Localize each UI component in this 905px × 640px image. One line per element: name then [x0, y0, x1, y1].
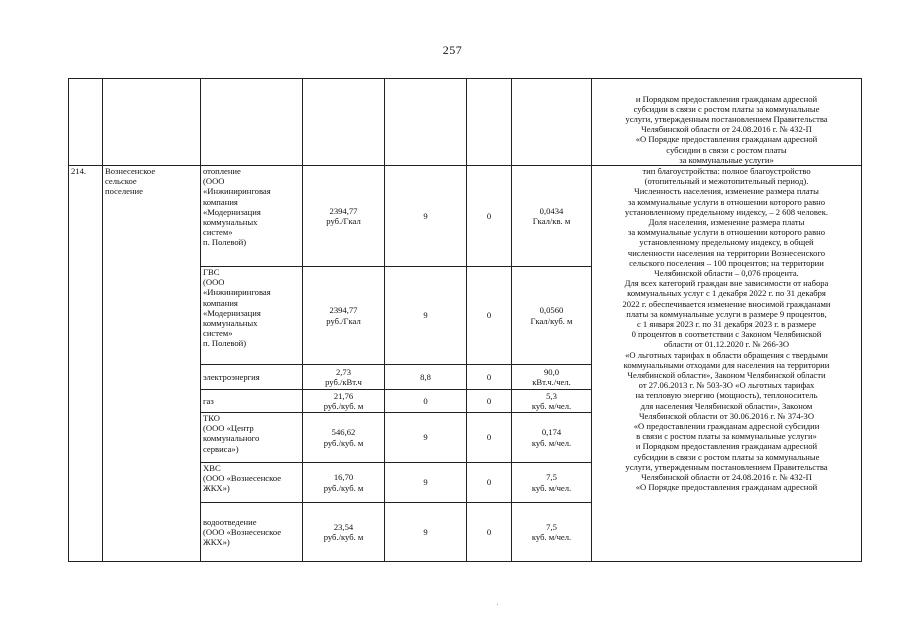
top-note-cell — [592, 79, 862, 166]
index-cell: 9 — [385, 267, 467, 365]
note-line: в связи с ростом платы за коммунальные услуги» — [636, 431, 817, 442]
tariff-unit: руб./куб. м — [323, 437, 364, 448]
cell-empty — [467, 79, 512, 166]
note-line: (отопительный и межотопительный период). — [644, 176, 809, 187]
tariff-unit: руб./Гкал — [326, 315, 361, 326]
service-line: электроэнергия — [203, 371, 260, 382]
service-line: ЖКХ») — [203, 537, 230, 548]
service-line: (ООО — [203, 176, 225, 187]
tariff-cell — [303, 463, 385, 503]
consumption-cell — [512, 503, 592, 562]
service-cell — [201, 413, 303, 463]
note-line: платы за коммунальные услуги в размере 9 процентов, — [626, 308, 827, 319]
note-line: услуги, утвержденным постановлением Правительства — [625, 113, 828, 124]
consumption-value: 0,0560 — [539, 305, 564, 316]
service-line: ХВС — [203, 463, 221, 473]
page-number: 257 — [442, 43, 463, 57]
service-cell — [201, 166, 303, 267]
note-line: за коммунальные услуги в отношении которого равно — [627, 227, 826, 238]
service-line: «Инжиниринговая — [203, 186, 271, 197]
tariff-unit: руб./куб. м — [323, 482, 364, 493]
consumption-value: 7,5 — [546, 521, 557, 532]
consumption-cell — [512, 365, 592, 390]
index-cell: 0 — [385, 390, 467, 413]
consumption-cell — [512, 390, 592, 413]
tariff-value: 2394,77 — [329, 205, 358, 216]
service-line: ГВС — [203, 267, 220, 277]
note-line: услуги, утвержденным постановлением Правительства — [625, 461, 828, 472]
note-line: Доля населения, изменение размера платы — [648, 217, 805, 228]
limit-cell: 0 — [467, 503, 512, 562]
note-line: субсидии в связи с ростом платы — [666, 144, 787, 155]
note-line: области от 01.12.2020 г. № 266-ЗО — [663, 339, 790, 350]
service-line: (ООО — [203, 277, 225, 288]
consumption-cell — [512, 166, 592, 267]
consumption-cell — [512, 463, 592, 503]
service-line: систем» — [203, 328, 233, 339]
consumption-unit: Гкал/куб. м — [530, 315, 573, 326]
service-line: (ООО «Центр — [203, 423, 254, 434]
note-line: от 27.06.2013 г. № 503-ЗО «О льготных тарифах — [638, 380, 815, 391]
service-cell — [201, 267, 303, 365]
municipality-cell — [103, 166, 201, 562]
service-line: коммунального — [203, 433, 260, 444]
tariff-value: 16,70 — [333, 472, 354, 483]
consumption-unit: куб. м/чел. — [531, 482, 572, 493]
note-line: Численность населения, изменение размера платы — [634, 186, 819, 197]
consumption-cell — [512, 267, 592, 365]
note-line: на тепловую энергию (мощность), теплоноситель — [635, 390, 818, 401]
consumption-unit: кВт.ч./чел. — [532, 377, 571, 387]
service-line: п. Полевой) — [203, 237, 247, 248]
consumption-value: 7,5 — [546, 472, 557, 483]
service-line: (ООО «Вознесенское — [203, 526, 282, 537]
consumption-value: 90,0 — [543, 366, 560, 377]
cell-empty — [385, 79, 467, 166]
service-line: ЖКХ») — [203, 483, 230, 494]
scan-speck — [497, 604, 498, 605]
limit-cell: 0 — [467, 267, 512, 365]
cell-empty — [103, 79, 201, 166]
note-line: коммунальными отходами для населения на территории — [623, 359, 830, 370]
tariff-unit: руб./Гкал — [326, 216, 361, 226]
service-line: «Модернизация — [203, 307, 261, 318]
service-cell — [201, 365, 303, 390]
service-line: ТКО — [203, 413, 220, 423]
cell-empty — [512, 79, 592, 166]
note-line: Челябинской области – 0,076 процента. — [654, 268, 799, 279]
subsidy-table — [68, 78, 862, 562]
tariff-cell — [303, 390, 385, 413]
service-line: коммунальных — [203, 217, 258, 228]
service-line: п. Полевой) — [203, 338, 247, 349]
tariff-value: 23,54 — [333, 521, 354, 532]
table-row-continuation — [69, 79, 862, 166]
consumption-unit: Гкал/кв. м — [532, 216, 571, 226]
service-cell — [201, 463, 303, 503]
note-line: установленному предельному индексу, – 2 608 человек. — [624, 206, 829, 217]
service-line: (ООО «Вознесенское — [203, 473, 282, 484]
municipality-line: Вознесенское — [105, 166, 156, 176]
consumption-unit: куб. м/чел. — [531, 437, 572, 448]
index-cell: 9 — [385, 413, 467, 463]
consumption-value: 5,3 — [546, 390, 557, 401]
tariff-unit: руб./куб. м — [323, 532, 364, 542]
note-line: 0 процентов в соответствии с Законом Челябинской — [631, 329, 822, 340]
consumption-value: 0,174 — [541, 427, 562, 438]
note-line: «О льготных тарифах в области обращения с твердыми — [625, 349, 828, 360]
tariff-unit: руб./кВт.ч — [325, 377, 362, 387]
note-line: Для всех категорий граждан вне зависимости от набора — [624, 278, 829, 289]
service-cell — [201, 390, 303, 413]
limit-cell: 0 — [467, 413, 512, 463]
consumption-cell — [512, 413, 592, 463]
note-line: «О предоставлении гражданам адресной субсидии — [633, 421, 820, 432]
consumption-unit: куб. м/чел. — [531, 532, 572, 542]
service-line: систем» — [203, 227, 233, 238]
tariff-cell — [303, 413, 385, 463]
note-line: коммунальных услуг с 1 декабря 2022 г. по 31 декабря — [627, 288, 826, 299]
service-line: водоотведение — [203, 516, 257, 527]
service-line: «Инжиниринговая — [203, 287, 271, 298]
note-cell — [592, 166, 862, 562]
tariff-unit: руб./куб. м — [323, 401, 364, 411]
service-cell — [201, 503, 303, 562]
service-line: компания — [203, 196, 238, 207]
note-line: с 1 января 2023 г. по 31 декабря 2023 г. в размере — [636, 319, 817, 330]
tariff-value: 2394,77 — [329, 305, 358, 316]
tariff-value: 21,76 — [333, 390, 354, 401]
note-line: «О Порядке предоставления гражданам адресной — [635, 134, 818, 145]
cell-empty — [201, 79, 303, 166]
limit-cell: 0 — [467, 463, 512, 503]
service-line: компания — [203, 297, 238, 308]
note-line: 2022 г. обеспечивается изменение вносимой гражданами — [622, 298, 831, 309]
index-cell: 9 — [385, 166, 467, 267]
note-line: Челябинской области от 24.08.2016 г. № 432-П — [641, 124, 812, 135]
consumption-value: 0,0434 — [539, 205, 564, 216]
service-line: газ — [203, 395, 214, 406]
note-line: субсидии в связи с ростом платы за коммунальные — [633, 451, 820, 462]
tariff-cell — [303, 365, 385, 390]
tariff-value: 546,62 — [331, 427, 356, 438]
limit-cell: 0 — [467, 365, 512, 390]
cell-empty — [69, 79, 103, 166]
note-line: Челябинской области от 24.08.2016 г. № 432-П — [641, 472, 812, 483]
service-line: сервиса») — [203, 443, 239, 454]
note-line: и Порядком предоставления гражданам адресной — [635, 93, 818, 104]
limit-cell: 0 — [467, 166, 512, 267]
limit-cell: 0 — [467, 390, 512, 413]
tariff-cell — [303, 166, 385, 267]
service-line: коммунальных — [203, 318, 258, 329]
note-line: Челябинской области», Законом Челябинской области — [627, 370, 826, 381]
municipality-line: поселение — [105, 186, 143, 197]
tariff-cell — [303, 503, 385, 562]
tariff-cell — [303, 267, 385, 365]
note-line: за коммунальные услуги» — [679, 154, 774, 165]
tariff-value: 2,73 — [335, 366, 352, 377]
note-line: установленному предельному индексу, в общей — [639, 237, 814, 248]
consumption-unit: куб. м/чел. — [531, 401, 572, 411]
service-line: отопление — [203, 166, 241, 176]
note-line: численности населения на территории Вознесенского — [627, 247, 826, 258]
note-line: «О Порядке предоставления гражданам адресной — [635, 482, 818, 493]
service-line: «Модернизация — [203, 206, 261, 217]
index-cell: 9 — [385, 503, 467, 562]
municipality-line: сельское — [105, 176, 137, 187]
index-cell: 9 — [385, 463, 467, 503]
note-line: Челябинской области от 30.06.2016 г. № 374-ЗО — [638, 410, 815, 421]
note-line: за коммунальные услуги в отношении которого равно — [627, 196, 826, 207]
note-line: субсидии в связи с ростом платы за коммунальные — [633, 103, 820, 114]
index-cell: 8,8 — [385, 365, 467, 390]
note-line: сельского поселения – 100 процентов; на территории — [629, 257, 824, 268]
note-line: и Порядком предоставления гражданам адресной — [635, 441, 818, 452]
table-row — [69, 166, 862, 267]
note-line: тип благоустройства: полное благоустройство — [642, 166, 811, 176]
note-line: для населения Челябинской области», Законом — [640, 400, 813, 411]
cell-empty — [303, 79, 385, 166]
row-number: 214. — [69, 166, 103, 562]
